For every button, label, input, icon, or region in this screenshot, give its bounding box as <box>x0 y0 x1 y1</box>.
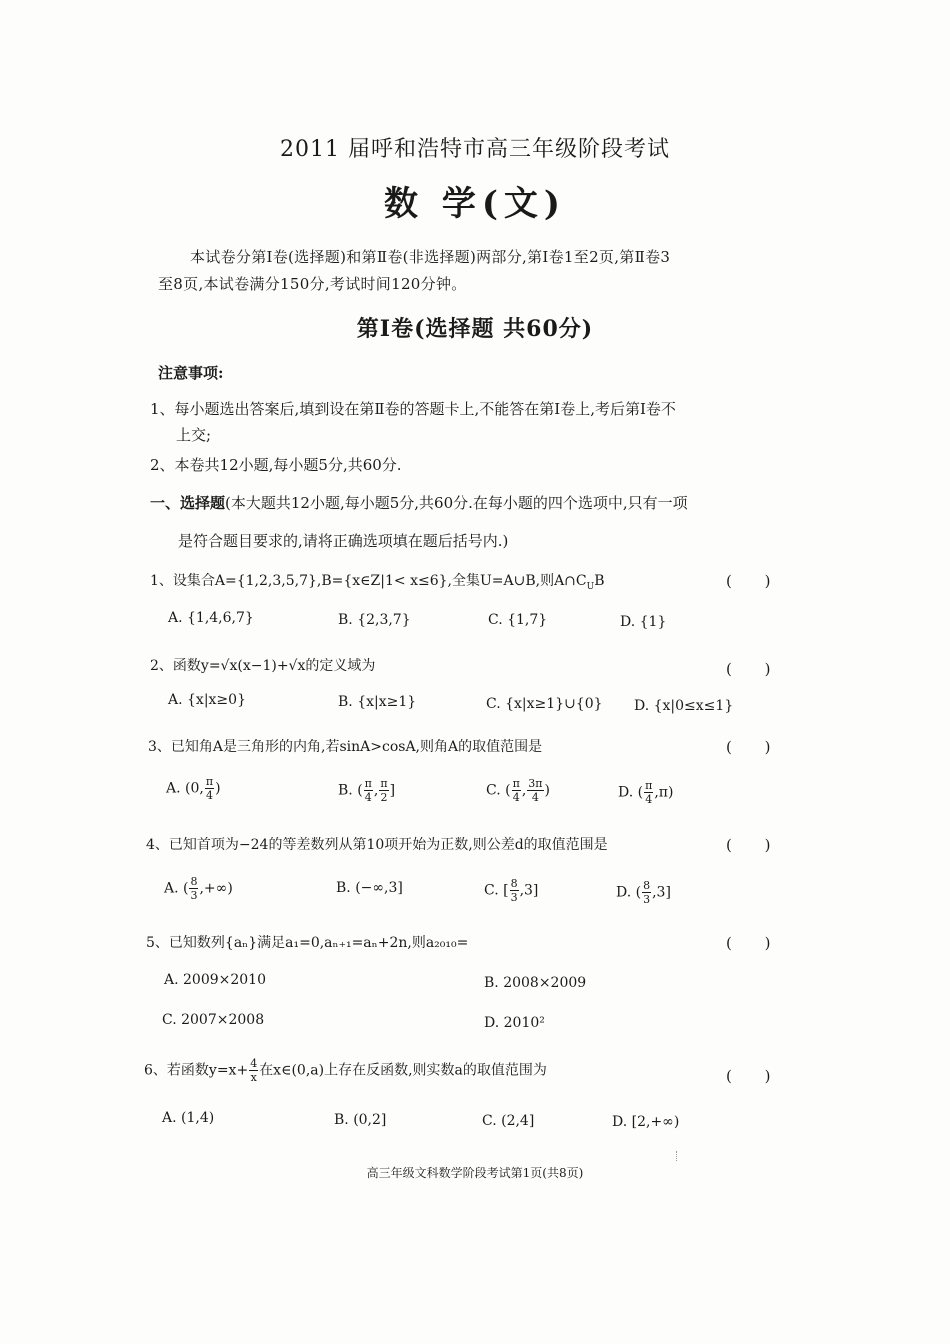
question-1-text: 1、设集合A={1,2,3,5,7},B={x∈Z|1< x≤6},全集U=A∪B,则A∩C <box>150 573 587 589</box>
question-3-answer-paren: ( ) <box>726 738 785 756</box>
question-2-stem: 2、函数y=√x(x−1)+√x的定义域为 <box>150 658 376 674</box>
part1-desc-line-2: 是符合题目要求的,请将正确选项填在题后括号内.) <box>178 532 509 550</box>
question-2-option-d: D. {x|0≤x≤1} <box>634 698 734 714</box>
section-title: 第Ⅰ卷(选择题 共60分) <box>356 316 594 342</box>
question-1-option-d: D. {1} <box>620 614 667 630</box>
scan-speck <box>676 1151 683 1161</box>
question-1-subscript: U <box>586 581 595 592</box>
question-3-option-d: D. ( $\frac{\pi}{4}$ ,π) <box>618 779 674 806</box>
question-1-option-b: B. {2,3,7} <box>338 612 411 628</box>
question-4-answer-paren: ( ) <box>726 836 785 854</box>
question-1-tail: B <box>594 573 605 589</box>
question-2-option-c: C. {x|x≥1}∪{0} <box>486 696 603 712</box>
question-1-option-a: A. {1,4,6,7} <box>168 610 254 626</box>
question-5-option-a: A. 2009×2010 <box>164 972 266 988</box>
question-6-option-b: B. (0,2] <box>334 1112 387 1128</box>
question-6-option-a: A. (1,4) <box>162 1110 215 1126</box>
question-6-option-c: C. (2,4] <box>482 1113 535 1129</box>
question-6-answer-paren: ( ) <box>726 1067 785 1085</box>
question-5-option-d: D. 2010² <box>484 1015 545 1031</box>
question-6-option-d: D. [2,+∞) <box>612 1114 680 1130</box>
intro-line-2: 至8页,本试卷满分150分,考试时间120分钟。 <box>158 275 467 293</box>
fraction-4-over-x: $\frac{4}{x}$ <box>250 1057 258 1084</box>
part1-desc-line-1: (本大题共12小题,每小题5分,共60分.在每小题的四个选项中,只有一项 <box>225 494 688 512</box>
question-5-option-b: B. 2008×2009 <box>484 975 587 991</box>
fraction-pi-over-4: $\frac{\pi}{4}$ <box>364 777 372 804</box>
question-3-option-b: B. ( $\frac{\pi}{4}$ , $\frac{\pi}{2}$ ] <box>338 777 396 804</box>
question-2-option-a: A. {x|x≥0} <box>168 692 246 708</box>
fraction-pi-over-4: $\frac{\pi}{4}$ <box>205 775 214 802</box>
page-footer: 高三年级文科数学阶段考试第1页(共8页) <box>366 1166 584 1180</box>
subject-title: 数 学(文) <box>383 184 566 224</box>
question-4-option-a: A. ( $\frac{8}{3}$ ,+∞) <box>164 875 233 902</box>
notice-item-1-line-1: 1、每小题选出答案后,填到设在第Ⅱ卷的答题卡上,不能答在第Ⅰ卷上,考后第Ⅰ卷不 <box>150 400 676 418</box>
question-4-option-b: B. (−∞,3] <box>336 880 403 896</box>
fraction-8-over-3: $\frac{8}{3}$ <box>510 877 518 904</box>
question-4-option-c: C. [ $\frac{8}{3}$ ,3] <box>484 877 539 904</box>
fraction-pi-over-4: $\frac{\pi}{4}$ <box>512 777 520 804</box>
question-5-option-c: C. 2007×2008 <box>162 1012 265 1028</box>
fraction-3pi-over-4: $\frac{3\pi}{4}$ <box>528 777 543 804</box>
question-3-option-a: A. (0, $\frac{\pi}{4}$ ) <box>166 775 221 802</box>
fraction-8-over-3: $\frac{8}{3}$ <box>190 875 198 902</box>
fraction-pi-over-4: $\frac{\pi}{4}$ <box>645 779 653 806</box>
fraction-8-over-3: $\frac{8}{3}$ <box>643 879 651 906</box>
question-5-stem: 5、已知数列{aₙ}满足a₁=0,aₙ₊₁=aₙ+2n,则a₂₀₁₀= <box>146 935 469 951</box>
question-4-option-d: D. ( $\frac{8}{3}$ ,3] <box>616 879 671 906</box>
question-3-stem: 3、已知角A是三角形的内角,若sinA>cosA,则角A的取值范围是 <box>148 739 543 755</box>
notice-item-2: 2、本卷共12小题,每小题5分,共60分. <box>150 456 402 474</box>
question-3-option-c: C. ( $\frac{\pi}{4}$ , $\frac{3\pi}{4}$ ) <box>486 777 550 804</box>
notice-heading: 注意事项: <box>158 364 224 382</box>
part1-heading-line <box>150 492 688 513</box>
exam-title: 2011 届呼和浩特市高三年级阶段考试 <box>280 137 670 162</box>
question-2-answer-paren: ( ) <box>726 660 785 678</box>
question-1-stem <box>150 570 605 592</box>
notice-item-1-line-2: 上交; <box>176 426 212 444</box>
question-1-answer-paren: ( ) <box>726 572 785 590</box>
question-6-stem: 6、若函数y=x+ $\frac{4}{x}$ 在x∈(0,a)上存在反函数,则实数a的取值范围为 <box>144 1057 547 1084</box>
question-2-option-b: B. {x|x≥1} <box>338 694 417 710</box>
question-5-answer-paren: ( ) <box>726 934 785 952</box>
fraction-pi-over-2: $\frac{\pi}{2}$ <box>380 777 388 804</box>
question-4-stem: 4、已知首项为−24的等差数列从第10项开始为正数,则公差d的取值范围是 <box>146 837 608 853</box>
intro-line-1: 本试卷分第Ⅰ卷(选择题)和第Ⅱ卷(非选择题)两部分,第Ⅰ卷1至2页,第Ⅱ卷3 <box>190 248 671 266</box>
part1-heading: 一、选择题 <box>150 494 226 512</box>
question-1-option-c: C. {1,7} <box>488 612 548 628</box>
